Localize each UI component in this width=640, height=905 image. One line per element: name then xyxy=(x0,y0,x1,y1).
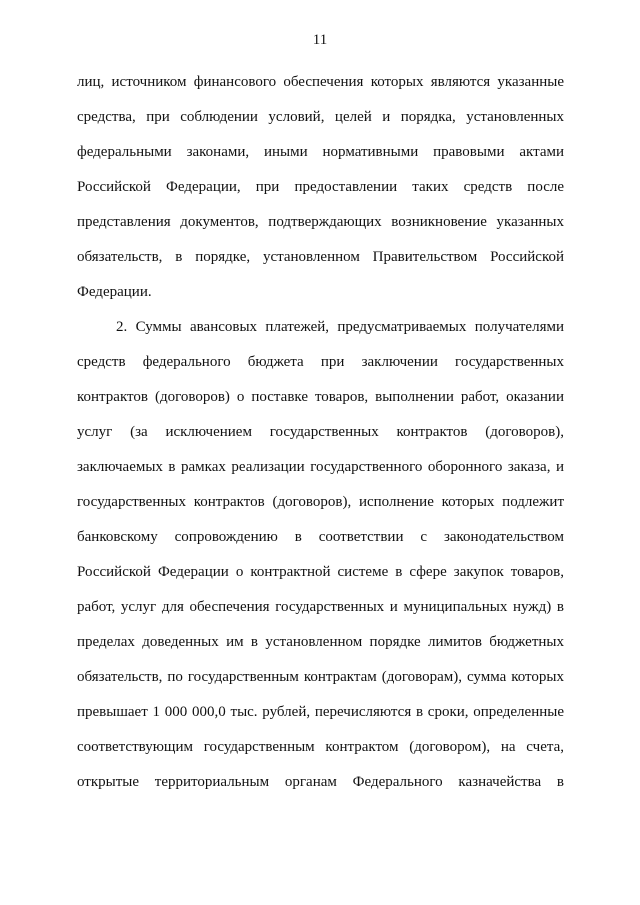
text-line: банковскому сопровождению в соответствии с законодательством xyxy=(77,529,564,545)
text-line: превышает 1 000 000,0 тыс. рублей, перечисляются в сроки, определенные xyxy=(77,704,564,720)
text-line: Российской Федерации о контрактной системе в сфере закупок товаров, xyxy=(77,564,564,580)
text-line: средства, при соблюдении условий, целей и порядка, установленных xyxy=(77,109,564,125)
text-line: обязательств, по государственным контрактам (договорам), сумма которых xyxy=(77,669,564,685)
text-line: обязательств, в порядке, установленном Правительством Российской xyxy=(77,249,564,265)
text-line: 2. Суммы авансовых платежей, предусматриваемых получателями xyxy=(116,319,564,335)
text-line: федеральными законами, иными нормативными правовыми актами xyxy=(77,144,564,160)
text-line: средств федерального бюджета при заключении государственных xyxy=(77,354,564,370)
text-line: заключаемых в рамках реализации государственного оборонного заказа, и xyxy=(77,459,564,475)
text-line: работ, услуг для обеспечения государственных и муниципальных нужд) в xyxy=(77,599,564,615)
text-line: соответствующим государственным контрактом (договором), на счета, xyxy=(77,739,564,755)
text-line: контрактов (договоров) о поставке товаров, выполнении работ, оказании xyxy=(77,389,564,405)
text-line: государственных контрактов (договоров), исполнение которых подлежит xyxy=(77,494,564,510)
text-line: услуг (за исключением государственных контрактов (договоров), xyxy=(77,424,564,440)
text-line: Российской Федерации, при предоставлении таких средств после xyxy=(77,179,564,195)
text-line: Федерации. xyxy=(77,284,152,300)
text-line: открытые территориальным органам Федерального казначейства в xyxy=(77,774,564,790)
text-line: лиц, источником финансового обеспечения которых являются указанные xyxy=(77,74,564,90)
text-line: представления документов, подтверждающих возникновение указанных xyxy=(77,214,564,230)
page-number: 11 xyxy=(312,32,328,48)
text-line: пределах доведенных им в установленном порядке лимитов бюджетных xyxy=(77,634,564,650)
